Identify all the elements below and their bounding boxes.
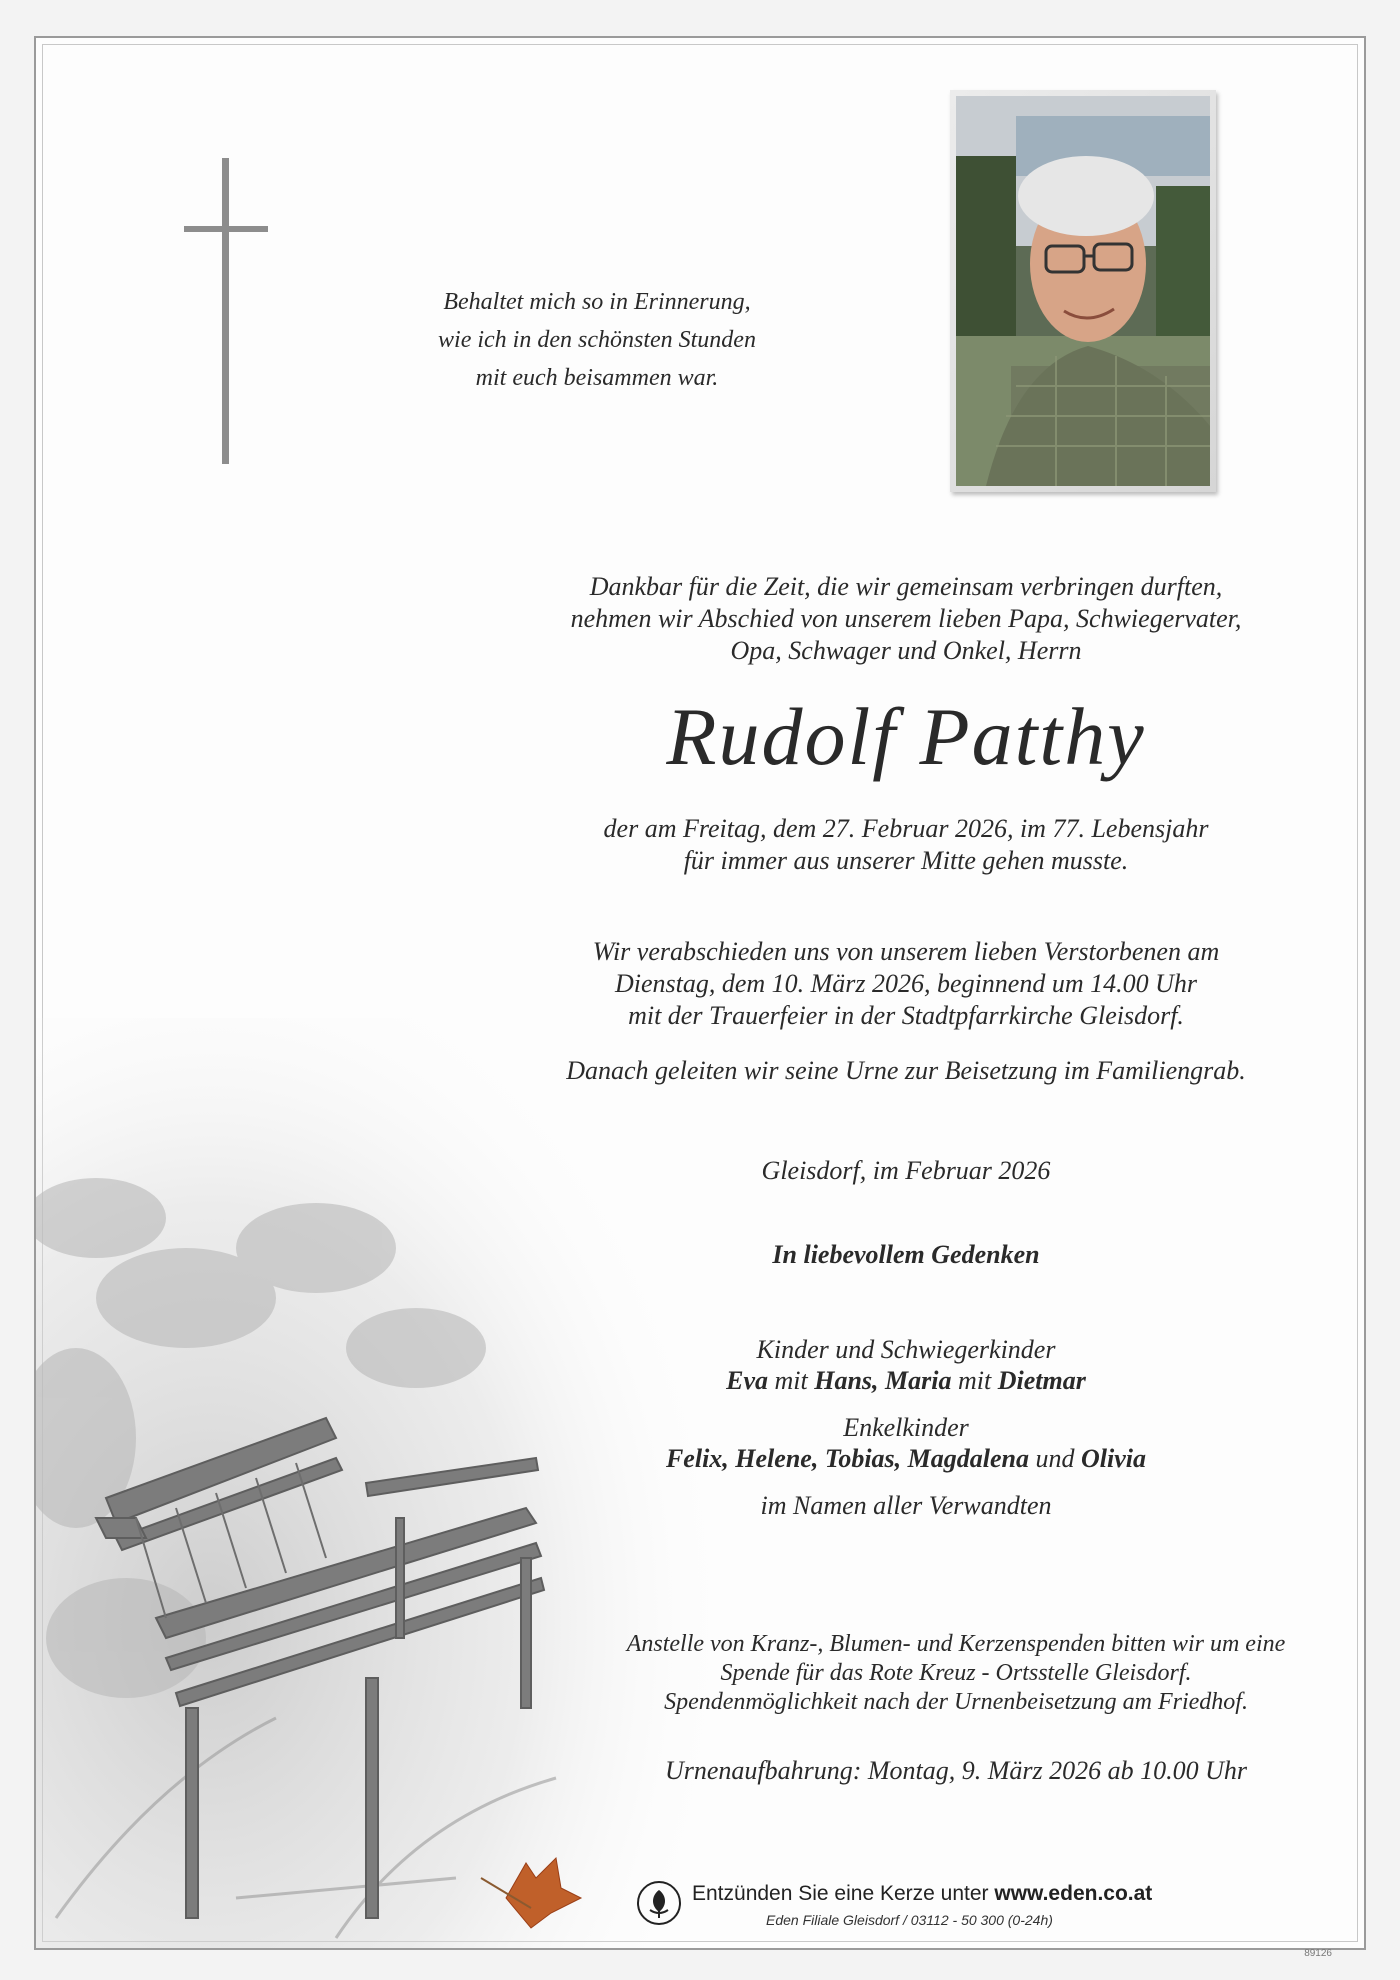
funeral-home-footer — [636, 1878, 1196, 1938]
donation-notice — [556, 1630, 1356, 1717]
portrait-frame — [950, 90, 1216, 492]
service-notice — [486, 936, 1326, 1032]
children-names — [486, 1365, 1326, 1396]
cross-vertical — [222, 158, 229, 464]
grandchild-names: Felix, Helene, Tobias, Magdalena — [665, 1444, 1030, 1473]
child-name: Hans, Maria — [814, 1366, 952, 1395]
intro-line: nehmen wir Abschied von unserem lieben Papa, Schwiegervater, — [570, 604, 1242, 633]
child-name: Eva — [726, 1366, 769, 1395]
motto-line: wie ich in den schönsten Stunden — [438, 327, 756, 353]
intro-line: Dankbar für die Zeit, die wir gemeinsam verbringen durften, — [589, 572, 1223, 601]
death-line: für immer aus unserer Mitte gehen musste. — [683, 846, 1129, 875]
service-line: Dienstag, dem 10. März 2026, beginnend um 14.00 Uhr — [614, 969, 1198, 998]
relatives-line: im Namen aller Verwandten — [760, 1491, 1052, 1520]
grandchildren-label: Enkelkinder — [843, 1413, 969, 1442]
grandchild-name: Olivia — [1081, 1444, 1147, 1473]
death-notice — [486, 813, 1326, 877]
connector-word: mit — [958, 1366, 992, 1395]
children-label: Kinder und Schwiegerkinder — [756, 1335, 1056, 1364]
branch-contact: Eden Filiale Gleisdorf / 03112 - 50 300 (0-24h) — [766, 1912, 1053, 1928]
connector-word: und — [1035, 1444, 1075, 1473]
intro-text — [486, 571, 1326, 667]
child-name: Dietmar — [997, 1366, 1086, 1395]
connector-word: mit — [774, 1366, 808, 1395]
motto-line: Behaltet mich so in Erinnerung, — [443, 289, 751, 315]
family-section — [486, 1334, 1326, 1521]
motto-verse — [382, 283, 812, 397]
candle-line — [692, 1882, 1152, 1906]
donation-line: Spendenmöglichkeit nach der Urnenbeisetzung am Friedhof. — [664, 1689, 1248, 1715]
donation-line: Anstelle von Kranz-, Blumen- und Kerzenspenden bitten wir um eine — [626, 1631, 1286, 1657]
motto-line: mit euch beisammen war. — [475, 365, 719, 391]
eden-logo-icon — [636, 1880, 682, 1926]
donation-line: Spende für das Rote Kreuz - Ortsstelle Gleisdorf. — [720, 1660, 1192, 1686]
grandchildren-names — [486, 1443, 1326, 1474]
cross-horizontal — [184, 226, 268, 232]
death-line: der am Freitag, dem 27. Februar 2026, im 77. Lebensjahr — [603, 814, 1209, 843]
service-line: mit der Trauerfeier in der Stadtpfarrkirche Gleisdorf. — [628, 1001, 1184, 1030]
deceased-name: Rudolf Patthy — [666, 691, 1146, 782]
memorial-heading: In liebevollem Gedenken — [772, 1240, 1040, 1269]
service-line: Wir verabschieden uns von unserem lieben Verstorbenen am — [592, 937, 1220, 966]
portrait-photo — [956, 96, 1210, 486]
urn-burial-text: Danach geleiten wir seine Urne zur Beisetzung im Familiengrab. — [566, 1056, 1246, 1085]
urn-viewing-notice: Urnenaufbahrung: Montag, 9. März 2026 ab 10.00 Uhr — [664, 1756, 1248, 1785]
intro-line: Opa, Schwager und Onkel, Herrn — [730, 636, 1082, 665]
candle-text: Entzünden Sie eine Kerze unter — [692, 1882, 995, 1905]
ad-code: 89126 — [1304, 1948, 1332, 1959]
place-date: Gleisdorf, im Februar 2026 — [761, 1156, 1051, 1185]
obituary-sheet — [34, 36, 1366, 1950]
eden-website-link[interactable]: www.eden.co.at — [994, 1882, 1153, 1905]
